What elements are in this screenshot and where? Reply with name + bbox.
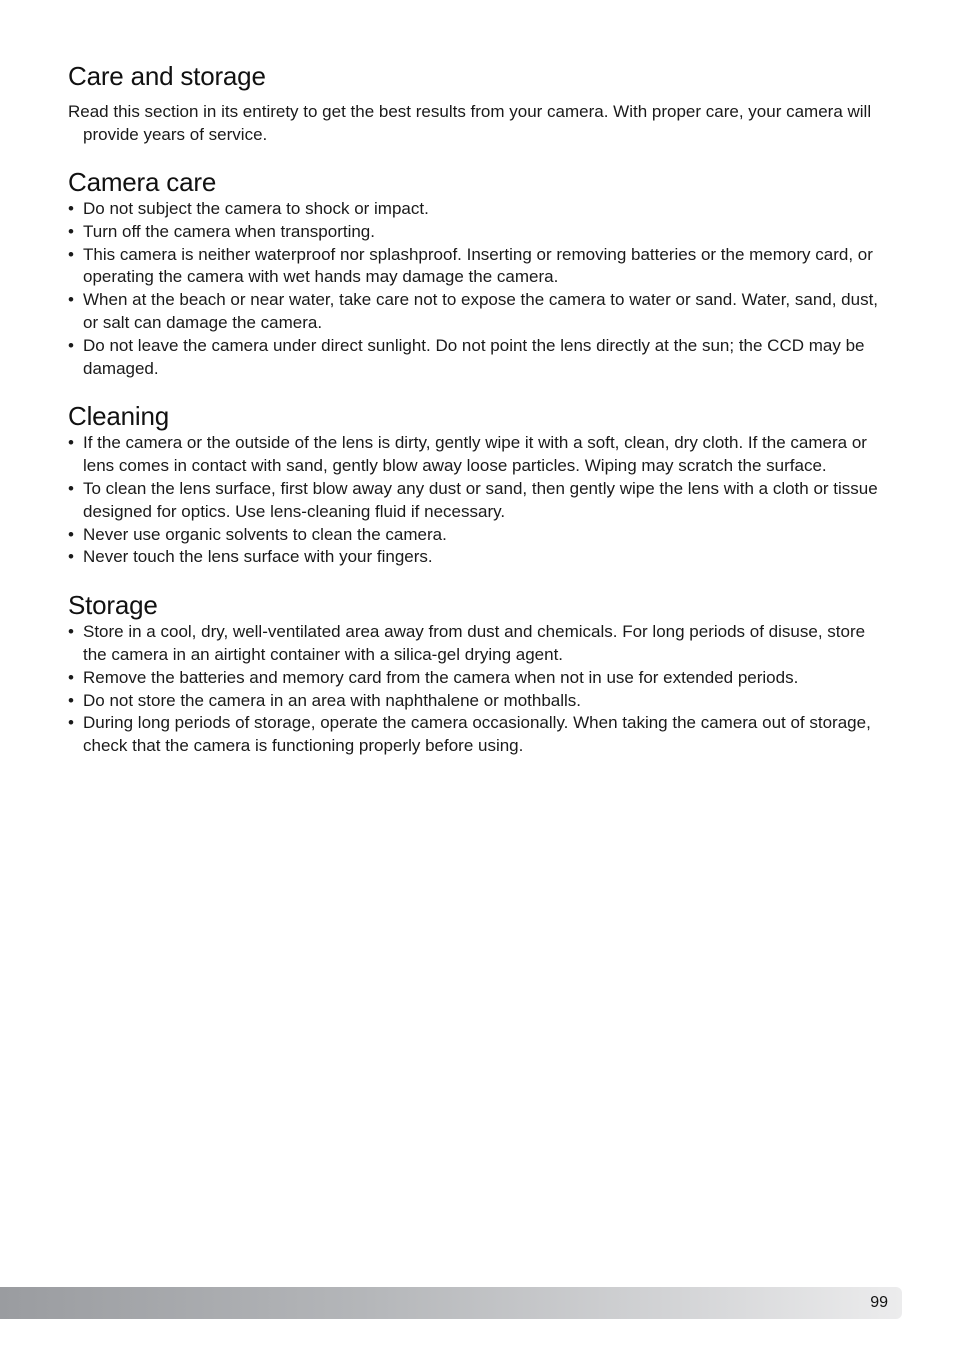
bullet-icon: •	[68, 524, 74, 544]
page-number: 99	[870, 1294, 888, 1311]
list-item	[68, 432, 888, 478]
sections-container	[68, 166, 888, 758]
list-item	[68, 690, 888, 713]
bullet-list	[68, 198, 888, 380]
bullet-icon: •	[68, 713, 74, 733]
list-item	[68, 221, 888, 244]
page-content	[68, 58, 888, 758]
list-item	[68, 198, 888, 221]
bullet-icon: •	[68, 622, 74, 642]
bullet-icon: •	[68, 290, 74, 310]
bullet-icon: •	[68, 690, 74, 710]
list-item-text: Do not leave the camera under direct sunlight. Do not point the lens directly at the sun; the CCD may be damaged.	[83, 335, 865, 378]
section-title: Storage	[68, 590, 158, 621]
list-item-text: Remove the batteries and memory card from the camera when not in use for extended periods.	[83, 667, 799, 687]
list-item	[68, 289, 888, 335]
list-item	[68, 524, 888, 547]
list-item-text: If the camera or the outside of the lens is dirty, gently wipe it with a soft, clean, dry cloth. If the camera or lens comes in contact with sand, gently blow away loose particles. Wiping may scratch the surface.	[83, 433, 867, 476]
bullet-list	[68, 432, 888, 569]
list-item-text: Do not subject the camera to shock or impact.	[83, 199, 429, 218]
list-item	[68, 621, 888, 667]
list-item	[68, 478, 888, 524]
list-item	[68, 335, 888, 381]
list-item-text: This camera is neither waterproof nor splashproof. Inserting or removing batteries or the memory card, or operating the camera with wet hands may damage the camera.	[83, 244, 873, 287]
list-item-text: During long periods of storage, operate the camera occasionally. When taking the camera out of storage, check that the camera is functioning properly before using.	[83, 713, 871, 756]
list-item-text: When at the beach or near water, take care not to expose the camera to water or sand. Water, sand, dust, or salt can damage the camera.	[83, 290, 879, 332]
bullet-icon: •	[68, 221, 74, 241]
list-item	[68, 244, 888, 290]
bullet-icon: •	[68, 244, 74, 264]
section-storage	[68, 589, 888, 758]
bullet-icon: •	[68, 478, 74, 498]
bullet-icon: •	[68, 433, 74, 453]
list-item	[68, 712, 888, 758]
list-item	[68, 667, 888, 690]
bullet-icon: •	[68, 199, 74, 218]
section-title: Camera care	[68, 167, 217, 197]
section-title: Cleaning	[68, 401, 170, 432]
bullet-icon: •	[68, 547, 74, 567]
bullet-list	[68, 621, 888, 758]
list-item-text: To clean the lens surface, first blow away any dust or sand, then gently wipe the lens with a cloth or tissue designed for optics. Use lens-cleaning fluid if necessary.	[83, 478, 878, 521]
list-item-text: Turn off the camera when transporting.	[83, 221, 375, 241]
section-camera-care	[68, 166, 888, 380]
list-item-text: Do not store the camera in an area with naphthalene or mothballs.	[83, 690, 582, 710]
footer-bar	[0, 1287, 902, 1319]
intro-paragraph: Read this section in its entirety to get the best results from your camera. With proper care, your camera will provide years of service.	[68, 102, 872, 144]
list-item-text: Store in a cool, dry, well-ventilated area away from dust and chemicals. For long periods of disuse, store the camera in an airtight container with a silica-gel drying agent.	[83, 622, 866, 664]
bullet-icon: •	[68, 667, 74, 687]
bullet-icon: •	[68, 335, 74, 355]
list-item-text: Never touch the lens surface with your fingers.	[83, 547, 433, 567]
list-item-text: Never use organic solvents to clean the camera.	[83, 524, 447, 544]
section-cleaning	[68, 400, 888, 569]
list-item	[68, 546, 888, 569]
page-title: Care and storage	[68, 61, 266, 91]
